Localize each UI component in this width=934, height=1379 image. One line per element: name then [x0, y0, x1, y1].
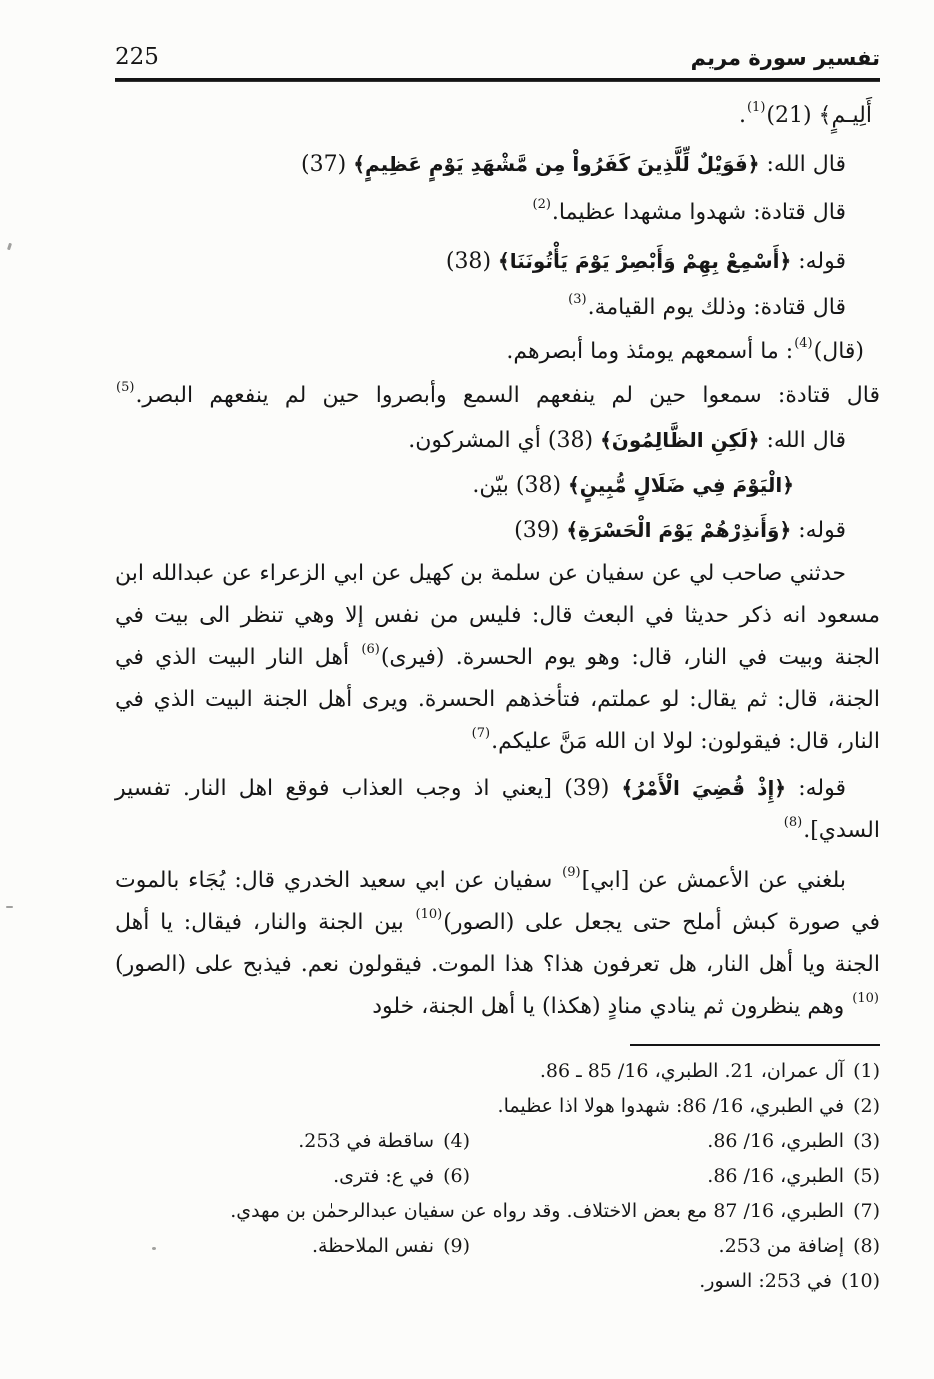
- footnote-text: نفس الملاحظة.: [311, 1235, 435, 1257]
- quote-line-38a: [115, 237, 880, 286]
- footnote-text: الطبري، 16/ 87 مع بعض الاختلاف. وقد رواه عن سفيان عبدالرحمٰن بن مهدي.: [230, 1200, 845, 1222]
- running-title: تفسير سورة مريم: [690, 45, 880, 70]
- text-segment: أهل النار البيت الذي في الجنة، قال: ثم يقال: لو عملتم، فتأخذهم الحسرة. ويرى أهل الجنة البيت الذي في النار، قال: فيقولون: لولا ان الله مَنَّ عليكم.: [115, 645, 880, 754]
- hadith-paragraph-abu-said: [115, 860, 880, 1028]
- footnote-text: ساقطة في 253.: [298, 1130, 435, 1152]
- scan-artifact: [6, 906, 13, 908]
- footnote-ref-9: (9): [562, 864, 581, 880]
- quote-line-39a: [115, 508, 880, 553]
- quran-verse-37: ﴿فَوَيْلٌ لِّلَّذِينَ كَفَرُواْ مِن مَّشْهَدِ يَوْمٍ عَظِيمٍ﴾: [353, 152, 760, 176]
- verse-tail-line: [115, 92, 880, 140]
- text-segment: قوله:: [791, 518, 846, 543]
- footnote-3: [470, 1124, 880, 1159]
- footnote-label: (10): [840, 1270, 880, 1292]
- footnote-text: في الطبري، 16/ 86: شهدوا هولا اذا عظيما.: [497, 1095, 845, 1117]
- page-number: 225: [115, 44, 159, 70]
- footnote-6: [115, 1159, 470, 1194]
- footnote-ref-7: (7): [471, 725, 491, 741]
- scan-artifact: [7, 243, 12, 251]
- footnote-label: (7): [853, 1200, 880, 1222]
- text-segment: قال الله:: [759, 428, 846, 453]
- footnote-ref-10: (10): [852, 990, 879, 1006]
- footnote-5: [470, 1159, 880, 1194]
- footnote-row-8-9: [115, 1229, 880, 1264]
- footnote-ref-3: (3): [568, 291, 587, 307]
- footnote-ref-8: (8): [783, 814, 803, 830]
- text-segment: : ما أسمعهم يومئذ وما أبصرهم.: [506, 339, 794, 364]
- text-segment: سفيان عن ابي سعيد الخدري قال: يُجَاء بالموت في صورة كبش أملح حتى يجعل على (الصور): [115, 868, 881, 935]
- text-segment: قال قتادة: وذلك يوم القيامة.: [587, 295, 846, 320]
- footnotes-separator: [630, 1044, 880, 1046]
- text-segment: قوله:: [786, 776, 846, 801]
- text-segment: قوله:: [791, 249, 846, 274]
- quote-line-37: [115, 140, 880, 189]
- footnote-ref-1: (1): [746, 99, 766, 115]
- footnote-text: في 253: السور.: [699, 1270, 832, 1292]
- footnote-label: (2): [853, 1095, 880, 1117]
- text-segment: (38): [445, 249, 499, 274]
- text-segment: (37): [301, 152, 354, 177]
- footnote-row-5-6: [115, 1159, 880, 1194]
- quran-verse-39a: ﴿وَأَنذِرْهُمْ يَوْمَ الْحَسْرَةِ﴾: [566, 518, 792, 542]
- footnote-1: [115, 1054, 880, 1089]
- page-header: [115, 0, 880, 70]
- qatada-comment-line: [115, 189, 880, 237]
- footnote-ref-10: (10): [415, 906, 443, 922]
- hadith-paragraph-ibn-masud: [115, 553, 880, 763]
- text-segment: (قال): [813, 339, 864, 364]
- footnote-ref-4: (4): [794, 335, 813, 351]
- footnote-label: (1): [853, 1060, 880, 1082]
- quran-verse-38b: ﴿لَكِنِ الظَّالِمُونَ﴾: [600, 428, 760, 452]
- quran-verse-39b: ﴿إِذْ قُضِيَ الْأَمْرُ﴾: [621, 776, 787, 800]
- footnote-4: [115, 1124, 470, 1159]
- qatada-comment-line: [115, 286, 880, 330]
- text-segment: .: [738, 103, 746, 128]
- quran-verse-38a: ﴿أَسْمِعْ بِهِمْ وَأَبْصِرْ يَوْمَ يَأْتُونَنَا﴾: [498, 249, 792, 273]
- text-segment: وهم ينظرون ثم ينادي منادٍ (هكذا) يا أهل الجنة، خلود: [372, 994, 852, 1019]
- text-segment: (39) [يعني اذ وجب العذاب فوقع اهل النار. تفسير السدي].: [115, 776, 880, 843]
- footnote-label: (9): [443, 1235, 470, 1257]
- text-segment: (38) بيّن.: [472, 473, 569, 498]
- footnote-text: في ع: فترى.: [333, 1165, 435, 1187]
- qala-line: [115, 330, 880, 374]
- footnote-2: [115, 1089, 880, 1124]
- text-segment: قال الله:: [759, 152, 846, 177]
- footnote-text: آل عمران، 21. الطبري، 16/ 85 ـ 86.: [539, 1060, 845, 1082]
- footnote-9: [115, 1229, 470, 1264]
- page-content: [115, 0, 880, 1299]
- footnote-label: (4): [443, 1130, 470, 1152]
- footnote-label: (8): [853, 1235, 880, 1257]
- text-segment: قال قتادة: سمعوا حين لم ينفعهم السمع وأبصروا حين لم ينفعهم البصر.: [135, 383, 880, 408]
- text-segment: (39): [514, 518, 567, 543]
- footnote-label: (5): [853, 1165, 880, 1187]
- qatada-comment-line: [115, 374, 880, 418]
- footnote-label: (3): [853, 1130, 880, 1152]
- footnote-label: (6): [443, 1165, 470, 1187]
- footnote-ref-6: (6): [361, 641, 380, 657]
- text-segment: (38) أي المشركون.: [408, 428, 601, 453]
- quote-line-38c: [115, 463, 880, 508]
- footnote-text: الطبري، 16/ 86.: [707, 1165, 845, 1187]
- quote-paragraph-39b: [115, 767, 880, 852]
- footnote-10: [115, 1264, 880, 1299]
- text-segment: أَلِيـمٍ﴾ (21): [766, 103, 872, 128]
- footnote-ref-5: (5): [116, 379, 135, 395]
- footnote-8: [470, 1229, 880, 1264]
- quran-verse-38c: ﴿الْيَوْمَ فِي ضَلَالٍ مُّبِينٍ﴾: [568, 473, 794, 497]
- footnotes-section: [115, 1054, 880, 1299]
- footnote-text: إضافة من 253.: [718, 1235, 845, 1257]
- body-text: [115, 92, 880, 1028]
- text-segment: حدثني صاحب لي عن سفيان عن سلمة بن كهيل عن ابي الزعراء عن عبدالله ابن مسعود انه ذكر حديثا في البعث قال: فليس من نفس إلا وهي تنظر الى بيت في الجنة وبيت في النار، قال: وهو يوم الحسرة. (فيرى): [115, 561, 880, 670]
- text-segment: قال قتادة: شهدوا مشهدا عظيما.: [551, 200, 846, 225]
- footnote-row-3-4: [115, 1124, 880, 1159]
- text-segment: بلغني عن الأعمش عن [ابي]: [581, 868, 846, 893]
- header-rule: [115, 78, 880, 82]
- footnote-7: [115, 1194, 880, 1229]
- text-segment: بين الجنة والنار، فيقال: يا أهل الجنة ويا أهل النار، هل تعرفون هذا؟ هذا الموت. فيقولون نعم. فيذبح على (الصور): [115, 910, 880, 977]
- quote-line-38b: [115, 418, 880, 463]
- footnote-text: الطبري، 16/ 86.: [707, 1130, 845, 1152]
- footnote-ref-2: (2): [532, 196, 551, 212]
